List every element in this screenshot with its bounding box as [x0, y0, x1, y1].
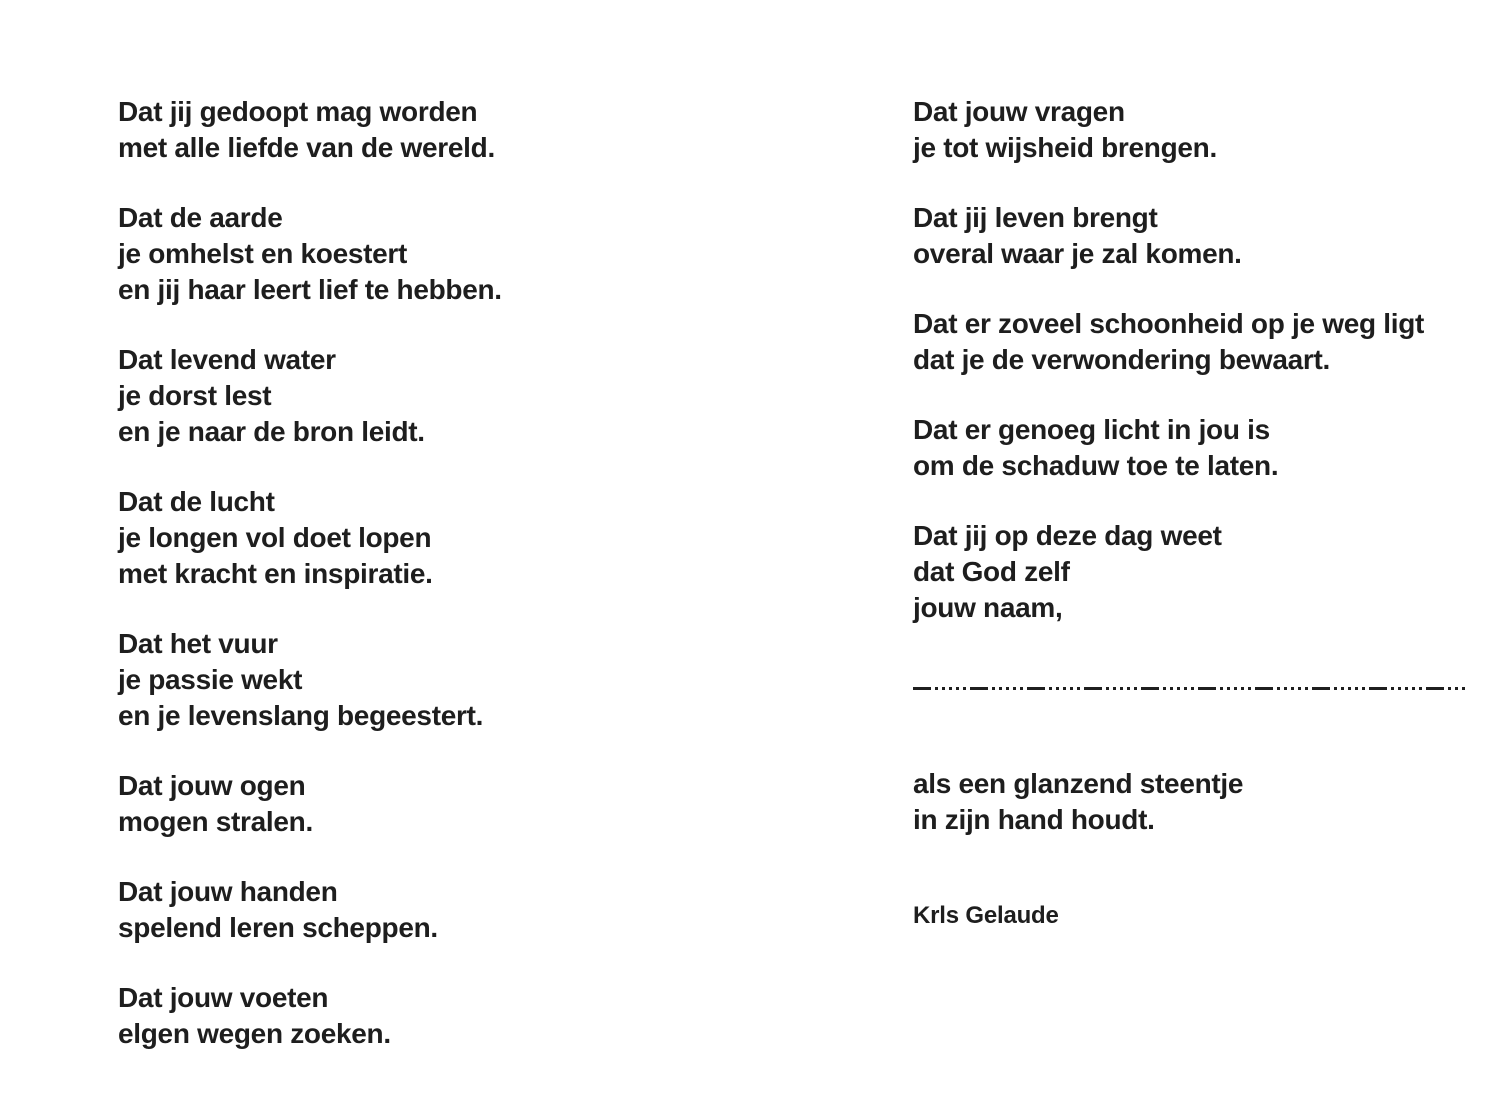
poem-line: Krls Gelaude [913, 902, 1059, 929]
poem-line: om de schaduw toe te laten. [913, 450, 1279, 481]
poem-line: en je levenslang begeestert. [118, 700, 484, 731]
stanza [913, 412, 1468, 484]
poem-line: je passie wekt [118, 664, 303, 695]
poem-line: overal waar je zal komen. [913, 238, 1242, 269]
poem-line: je dorst lest [118, 380, 272, 411]
poem-line: als een glanzend steentje [913, 768, 1244, 799]
author-name [913, 901, 1468, 931]
poem-line: mogen stralen. [118, 806, 313, 837]
poem-line: Dat de lucht [118, 486, 275, 517]
poem-line: je tot wijsheid brengen. [913, 132, 1217, 163]
poem-line: je longen vol doet lopen [118, 522, 432, 553]
stanza-continuation [913, 766, 1468, 838]
poem-line: dat je de verwondering bewaart. [913, 344, 1331, 375]
stanza [913, 94, 1468, 166]
poem-line: en jij haar leert lief te hebben. [118, 274, 502, 305]
poem-line: Dat jouw ogen [118, 770, 306, 801]
stanza [118, 626, 718, 734]
stanza [118, 768, 718, 840]
stanza [913, 518, 1468, 626]
stanza [118, 484, 718, 592]
poem-line: Dat jij op deze dag weet [913, 520, 1222, 551]
poem-line: Dat levend water [118, 344, 336, 375]
poem-left-column [118, 94, 718, 1086]
poem-line: Dat jij gedoopt mag worden [118, 96, 478, 127]
poem-line: Dat jij leven brengt [913, 202, 1158, 233]
poem-line: Dat er zoveel schoonheid op je weg ligt [913, 308, 1425, 339]
poem-line: met alle liefde van de wereld. [118, 132, 495, 163]
poem-line: jouw naam, [913, 592, 1063, 623]
poem-line: dat God zelf [913, 556, 1070, 587]
poem-line: Dat de aarde [118, 202, 283, 233]
poem-line: en je naar de bron leidt. [118, 416, 425, 447]
poem-line: in zijn hand houdt. [913, 804, 1155, 835]
dash-dot-divider [913, 687, 1465, 690]
poem-right-column [913, 94, 1468, 931]
stanza [913, 200, 1468, 272]
stanza [118, 874, 718, 946]
poem-line: met kracht en inspiratie. [118, 558, 433, 589]
stanza [118, 342, 718, 450]
poem-line: Dat jouw voeten [118, 982, 329, 1013]
poem-line: Dat jouw handen [118, 876, 338, 907]
stanza [118, 980, 718, 1052]
poem-line: je omhelst en koestert [118, 238, 408, 269]
stanza [118, 94, 718, 166]
poem-line: Dat er genoeg licht in jou is [913, 414, 1270, 445]
poem-line: elgen wegen zoeken. [118, 1018, 391, 1049]
stanza [118, 200, 718, 308]
poem-line: Dat jouw vragen [913, 96, 1125, 127]
poem-line: spelend leren scheppen. [118, 912, 438, 943]
stanza [913, 306, 1468, 378]
poem-line: Dat het vuur [118, 628, 278, 659]
